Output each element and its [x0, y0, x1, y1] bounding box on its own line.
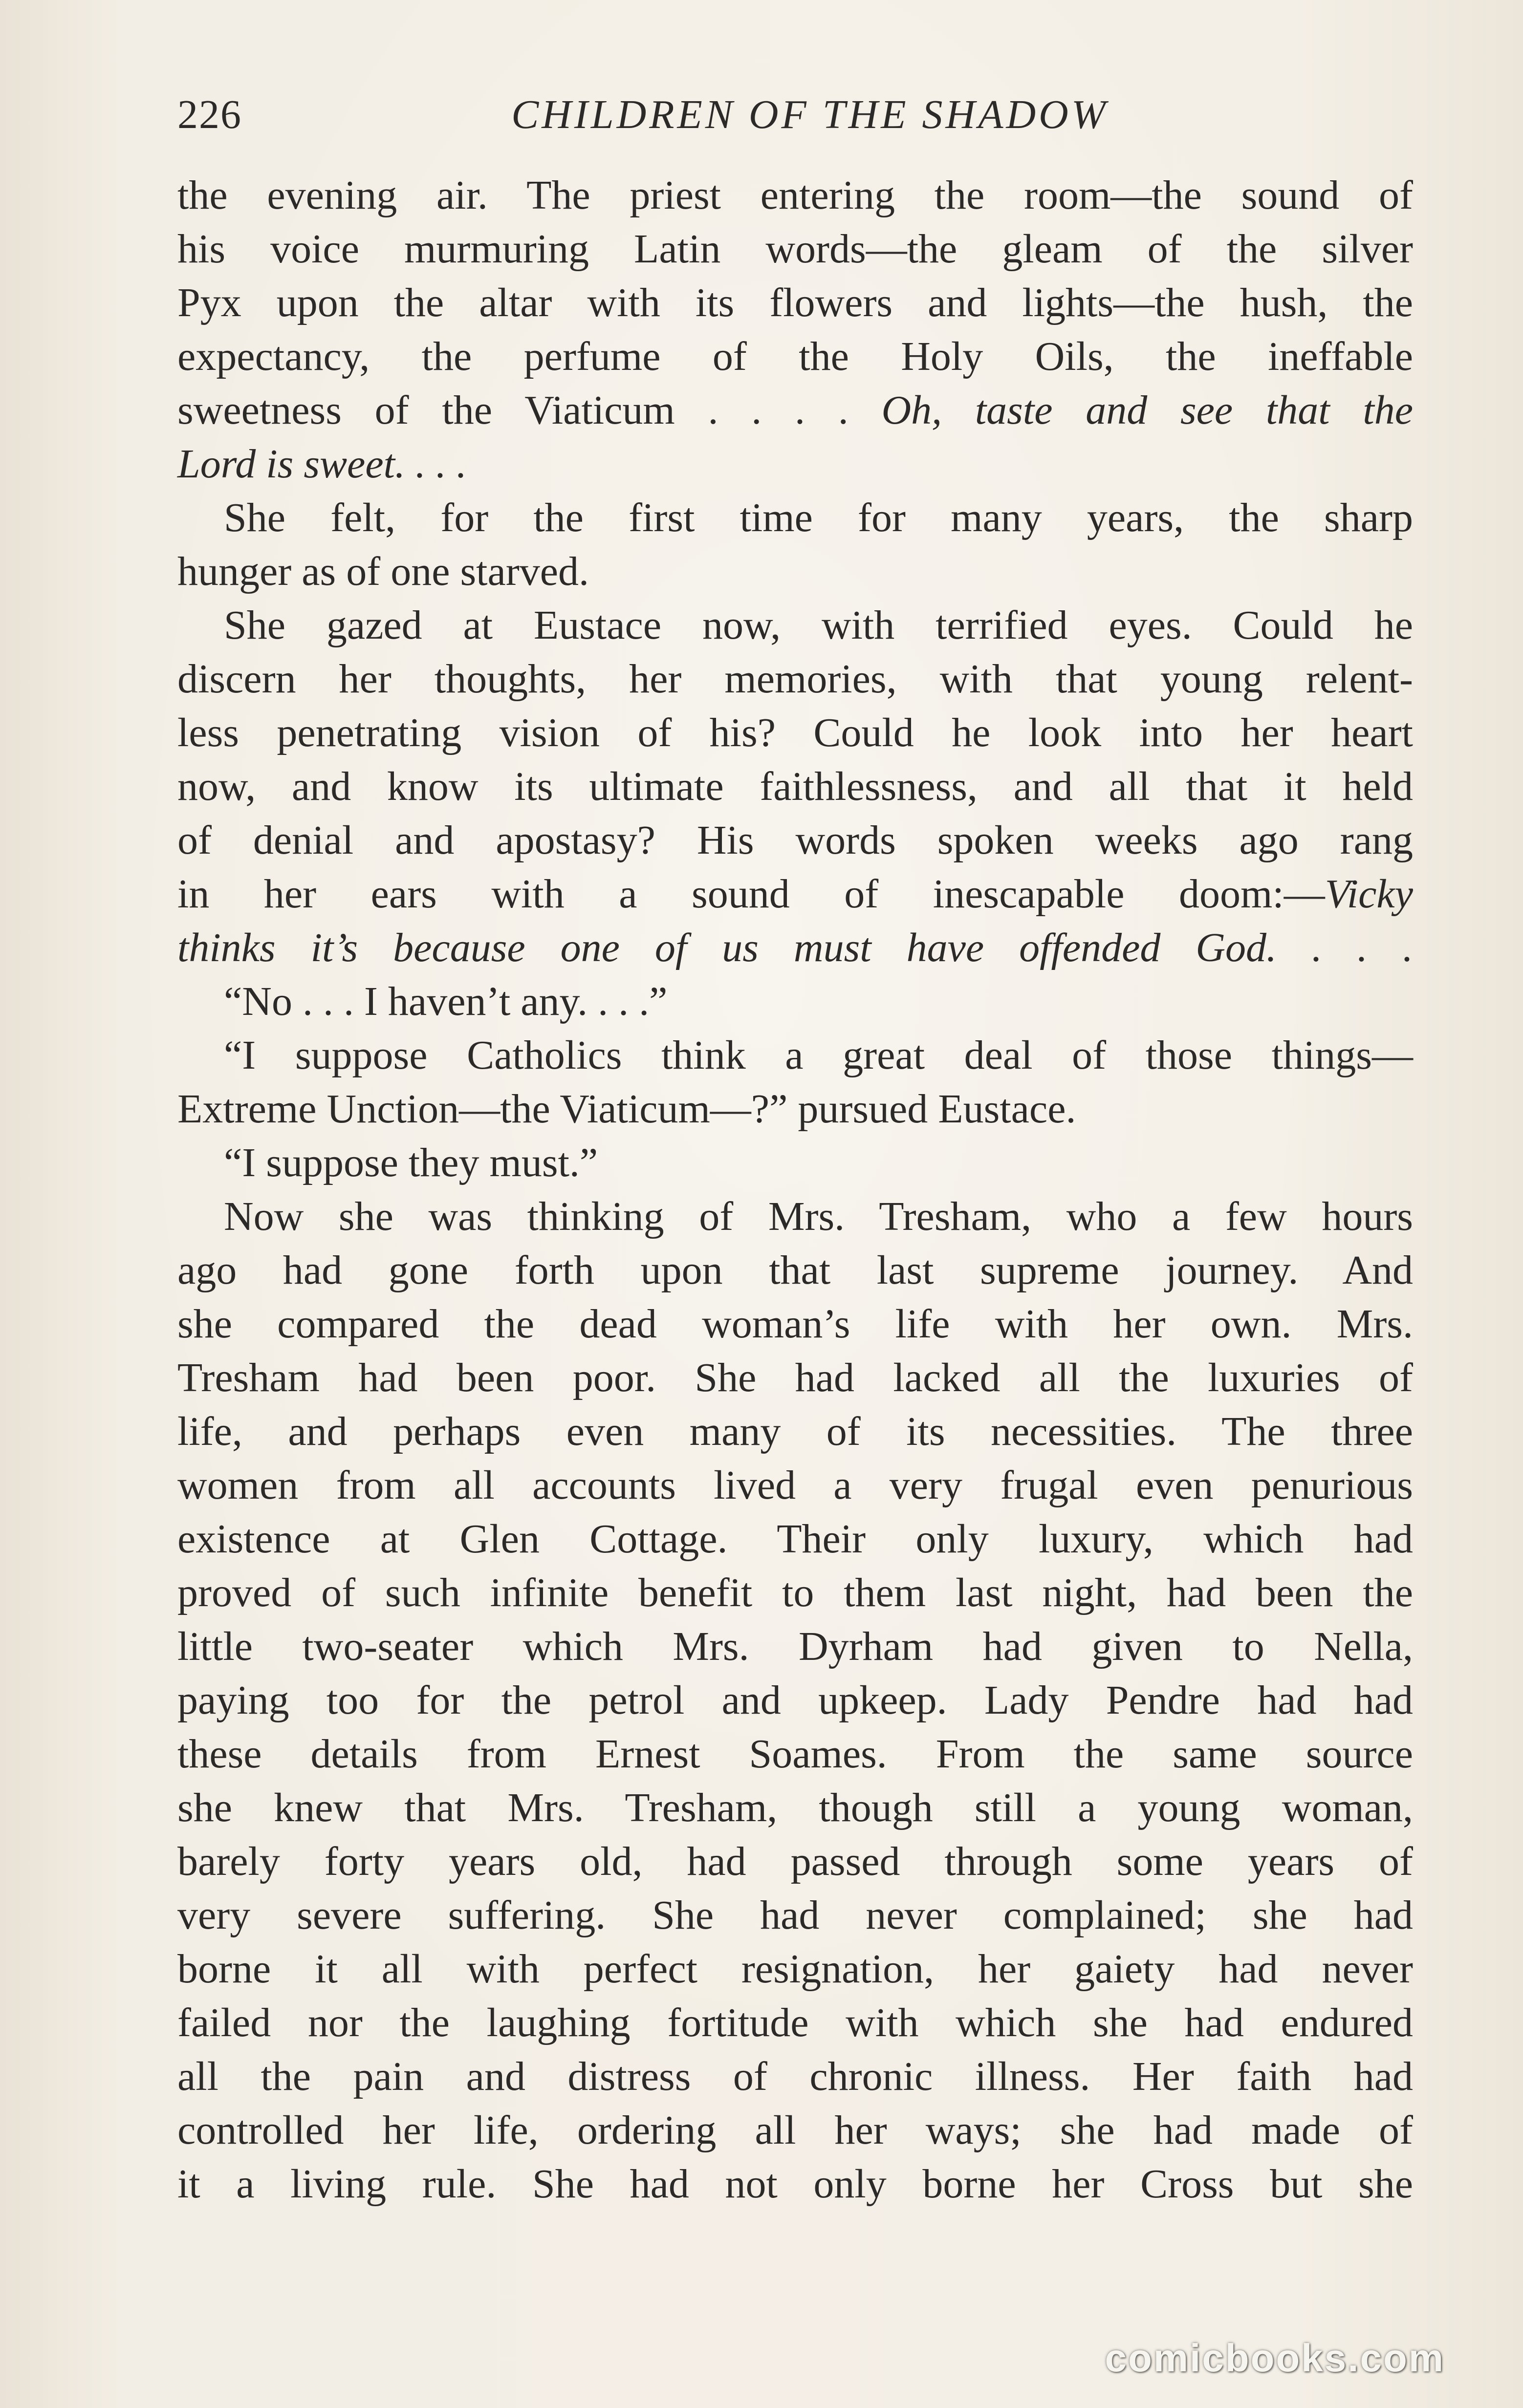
text-line [177, 276, 1413, 330]
page-number: 226 [177, 92, 242, 137]
text-segment: borne it all with perfect resignation, her gaiety had never [177, 1946, 1413, 1992]
text-line [177, 1512, 1413, 1566]
text-line [177, 1082, 1413, 1136]
text-segment: Now she was thinking of Mrs. Tresham, who a few hours [224, 1194, 1413, 1239]
text-line [177, 1835, 1413, 1889]
text-segment: paying too for the petrol and upkeep. Lady Pendre had had [177, 1677, 1413, 1723]
text-segment: She gazed at Eustace now, with terrified eyes. Could he [224, 602, 1413, 648]
text-segment: in her ears with a sound of inescapable doom:— [177, 871, 1325, 917]
text-line [177, 545, 1413, 599]
text-line [177, 1297, 1413, 1351]
text-segment: very severe suffering. She had never complained; she had [177, 1892, 1413, 1938]
text-line [177, 2157, 1413, 2211]
page-header [177, 83, 1413, 147]
italic-text: Vicky [1325, 871, 1413, 917]
text-line [177, 1029, 1413, 1082]
text-line [177, 1674, 1413, 1727]
text-line [177, 706, 1413, 760]
text-segment: she compared the dead woman’s life with her own. Mrs. [177, 1301, 1413, 1347]
text-segment: She felt, for the first time for many years, the sharp [224, 495, 1413, 540]
text-line [177, 1190, 1413, 1244]
text-segment: his voice murmuring Latin words—the gleam of the silver [177, 226, 1413, 272]
text-line [177, 169, 1413, 222]
text-line [177, 867, 1413, 921]
text-line [177, 2104, 1413, 2157]
text-line [177, 1244, 1413, 1297]
text-line [177, 222, 1413, 276]
text-segment: Extreme Unction—the Viaticum—?” pursued Eustace. [177, 1086, 1076, 1132]
text-segment: she knew that Mrs. Tresham, though still a young woman, [177, 1785, 1413, 1830]
text-segment: “I suppose Catholics think a great deal of those things— [224, 1032, 1413, 1078]
text-segment: “No . . . I haven’t any. . . .” [224, 979, 668, 1024]
text-segment: the evening air. The priest entering the room—the sound of [177, 172, 1413, 218]
text-line [177, 330, 1413, 384]
text-segment: of denial and apostasy? His words spoken weeks ago rang [177, 817, 1413, 863]
text-line [177, 921, 1413, 975]
italic-text: Oh, taste and see that the [881, 387, 1413, 433]
text-line [177, 1727, 1413, 1781]
text-segment: now, and know its ultimate faithlessness, and all that it held [177, 764, 1413, 809]
text-line [177, 814, 1413, 867]
text-segment: existence at Glen Cottage. Their only luxury, which had [177, 1516, 1413, 1562]
italic-text: thinks it’s because one of us must have offended God. . . . [177, 925, 1413, 970]
text-segment: ago had gone forth upon that last supreme journey. And [177, 1247, 1413, 1293]
text-line [177, 760, 1413, 814]
italic-text: Lord is sweet. . . . [177, 441, 467, 487]
text-line [177, 1942, 1413, 1996]
text-line [177, 1136, 1413, 1190]
text-segment: proved of such infinite benefit to them last night, had been the [177, 1570, 1413, 1615]
text-line [177, 1996, 1413, 2050]
text-segment: Pyx upon the altar with its flowers and lights—the hush, the [177, 280, 1413, 325]
running-title: CHILDREN OF THE SHADOW [511, 92, 1109, 137]
text-line [177, 437, 1413, 491]
text-line [177, 1620, 1413, 1674]
text-segment: it a living rule. She had not only borne her Cross but she [177, 2161, 1413, 2207]
text-segment: failed nor the laughing fortitude with which she had endured [177, 2000, 1413, 2045]
text-segment: all the pain and distress of chronic illness. Her faith had [177, 2054, 1413, 2099]
text-line [177, 2050, 1413, 2104]
text-line [177, 1405, 1413, 1459]
body-text [177, 169, 1413, 2211]
text-segment: women from all accounts lived a very frugal even penurious [177, 1462, 1413, 1508]
text-segment: barely forty years old, had passed through some years of [177, 1839, 1413, 1884]
text-line [177, 1351, 1413, 1405]
text-line [177, 975, 1413, 1029]
text-segment: these details from Ernest Soames. From the same source [177, 1731, 1413, 1777]
text-line [177, 1566, 1413, 1620]
text-line [177, 384, 1413, 437]
text-segment: life, and perhaps even many of its necessities. The three [177, 1409, 1413, 1454]
text-segment: little two-seater which Mrs. Dyrham had given to Nella, [177, 1624, 1413, 1669]
text-line [177, 1459, 1413, 1512]
text-line [177, 491, 1413, 545]
text-line [177, 1781, 1413, 1835]
text-segment: controlled her life, ordering all her ways; she had made of [177, 2107, 1413, 2153]
text-segment: hunger as of one starved. [177, 549, 589, 594]
text-segment: expectancy, the perfume of the Holy Oils, the ineffable [177, 334, 1413, 379]
watermark: comicbooks.com [1105, 2336, 1445, 2380]
text-segment: “I suppose they must.” [224, 1140, 598, 1185]
text-segment: discern her thoughts, her memories, with that young relent- [177, 656, 1413, 702]
text-segment: Tresham had been poor. She had lacked all the luxuries of [177, 1355, 1413, 1400]
text-segment: sweetness of the Viaticum . . . . [177, 387, 882, 433]
text-line [177, 1889, 1413, 1942]
text-line [177, 652, 1413, 706]
text-line [177, 599, 1413, 652]
text-segment: less penetrating vision of his? Could he look into her heart [177, 710, 1413, 755]
